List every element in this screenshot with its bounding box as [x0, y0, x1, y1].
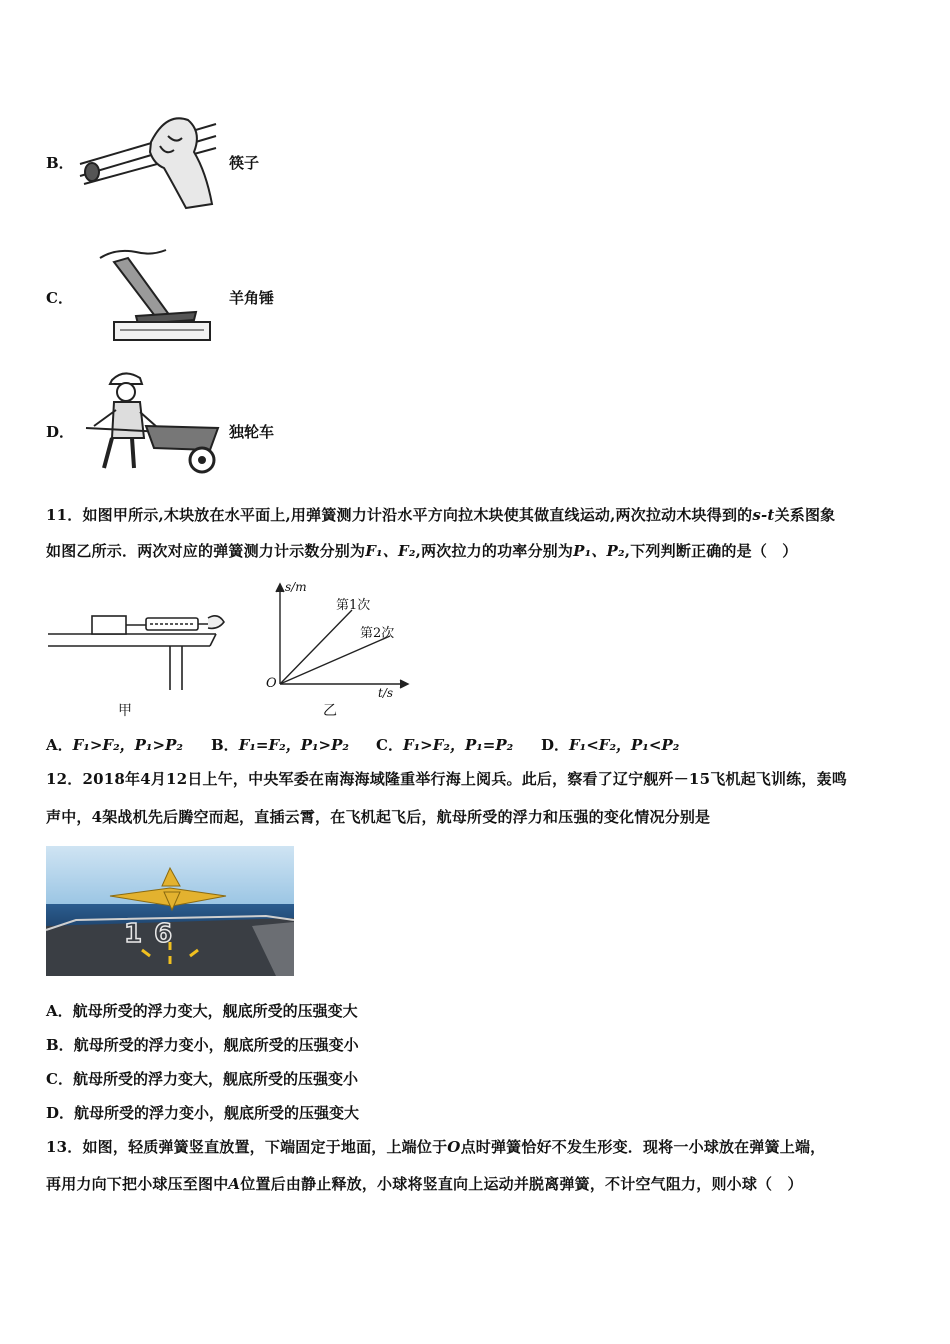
option-c-letter: C．	[46, 289, 73, 307]
choice-letter: D．	[541, 736, 570, 754]
q12-choice-c[interactable]: C．航母所受的浮力变大，舰底所受的压强变小	[46, 1070, 358, 1088]
choice-letter: A．	[46, 736, 73, 754]
choice-text: F₁<F₂，P₁<P₂	[569, 736, 680, 754]
deck-marking: 16	[124, 919, 185, 949]
q11-fig-label-yi: 乙	[323, 703, 337, 719]
q11-line2-a: 如图乙所示．两次对应的弹簧测力计示数分别为	[46, 542, 366, 560]
q13-line2-a: 再用力向下把小球压至图中	[46, 1175, 229, 1193]
q11-series-1-label: 第1次	[336, 598, 371, 613]
q13-line2	[46, 1173, 803, 1194]
q11-choice-d[interactable]	[541, 734, 679, 755]
q12-choice-d[interactable]: D．航母所受的浮力变小，舰底所受的压强变大	[46, 1104, 360, 1122]
q11-y-axis-label: s/m	[285, 580, 307, 594]
q11-fig-label-jia: 甲	[118, 703, 132, 719]
q11-line1	[46, 504, 835, 525]
claw-hammer-illustration	[96, 246, 214, 346]
q12-line2: 声中，4架战机先后腾空而起，直插云霄，在飞机起飞后，航母所受的浮力和压强的变化情况分别是	[46, 808, 711, 826]
option-b-letter: B．	[46, 154, 74, 172]
q11-x-axis-label: t/s	[378, 686, 394, 700]
q13-line1-a: 13．如图，轻质弹簧竖直放置，下端固定于地面，上端位于	[46, 1138, 448, 1156]
option-c-caption: 羊角锤	[229, 289, 275, 307]
q13-line1	[46, 1136, 825, 1157]
q13-point-o: O	[447, 1138, 461, 1156]
q13-line2-b: 位置后由静止释放，小球将竖直向上运动并脱离弹簧，不计空气阻力，则小球（ ）	[240, 1175, 803, 1193]
q11-line1-tail: 关系图象	[774, 506, 836, 524]
series-line-1	[280, 610, 352, 684]
q11-line2	[46, 540, 797, 561]
q11-line1-text: 11．如图甲所示,木块放在水平面上,用弹簧测力计沿水平方向拉木块使其做直线运动,两次拉动木块得到的	[46, 506, 753, 524]
q11-line2-c: ,两次拉力的功率分别为	[415, 542, 574, 560]
q12-line1: 12．2018年4月12日上午，中央军委在南海海域隆重举行海上阅兵。此后，察看了辽宁舰歼－15飞机起飞训练，轰鸣	[46, 770, 848, 788]
choice-text: F₁>F₂，P₁=P₂	[402, 736, 514, 754]
carrier-jet-photo	[46, 846, 294, 976]
option-d-letter: D．	[46, 423, 75, 441]
q11-series-2-label: 第2次	[360, 626, 395, 641]
choice-text: F₁=F₂，P₁>P₂	[238, 736, 349, 754]
wheelbarrow-illustration	[84, 368, 224, 478]
q11-origin-label: O	[266, 676, 277, 691]
q11-figure-jia	[46, 606, 226, 692]
q12-choice-a[interactable]: A．航母所受的浮力变大，舰底所受的压强变大	[46, 1002, 358, 1020]
q11-choice-c[interactable]	[376, 734, 513, 755]
q11-line2-e: ,下列判断正确的是（ ）	[624, 542, 798, 560]
q11-choice-a[interactable]	[46, 734, 183, 755]
q13-point-a: A	[228, 1175, 241, 1193]
choice-letter: B．	[211, 736, 239, 754]
choice-text: F₁>F₂，P₁>P₂	[72, 736, 183, 754]
option-b-caption: 筷子	[229, 154, 260, 172]
q12-choice-b[interactable]: B．航母所受的浮力变小，舰底所受的压强变小	[46, 1036, 359, 1054]
series-line-2	[280, 636, 390, 684]
option-d-caption: 独轮车	[229, 423, 275, 441]
q11-power-vars: P₁、P₂	[573, 542, 625, 560]
q11-st-var: s-t	[752, 506, 775, 524]
choice-letter: C．	[376, 736, 403, 754]
q11-choice-b[interactable]	[211, 734, 349, 755]
q13-line1-b: 点时弹簧恰好不发生形变．现将一小球放在弹簧上端，	[460, 1138, 826, 1156]
chopsticks-illustration	[76, 112, 221, 212]
q11-force-vars: F₁、F₂	[365, 542, 416, 560]
